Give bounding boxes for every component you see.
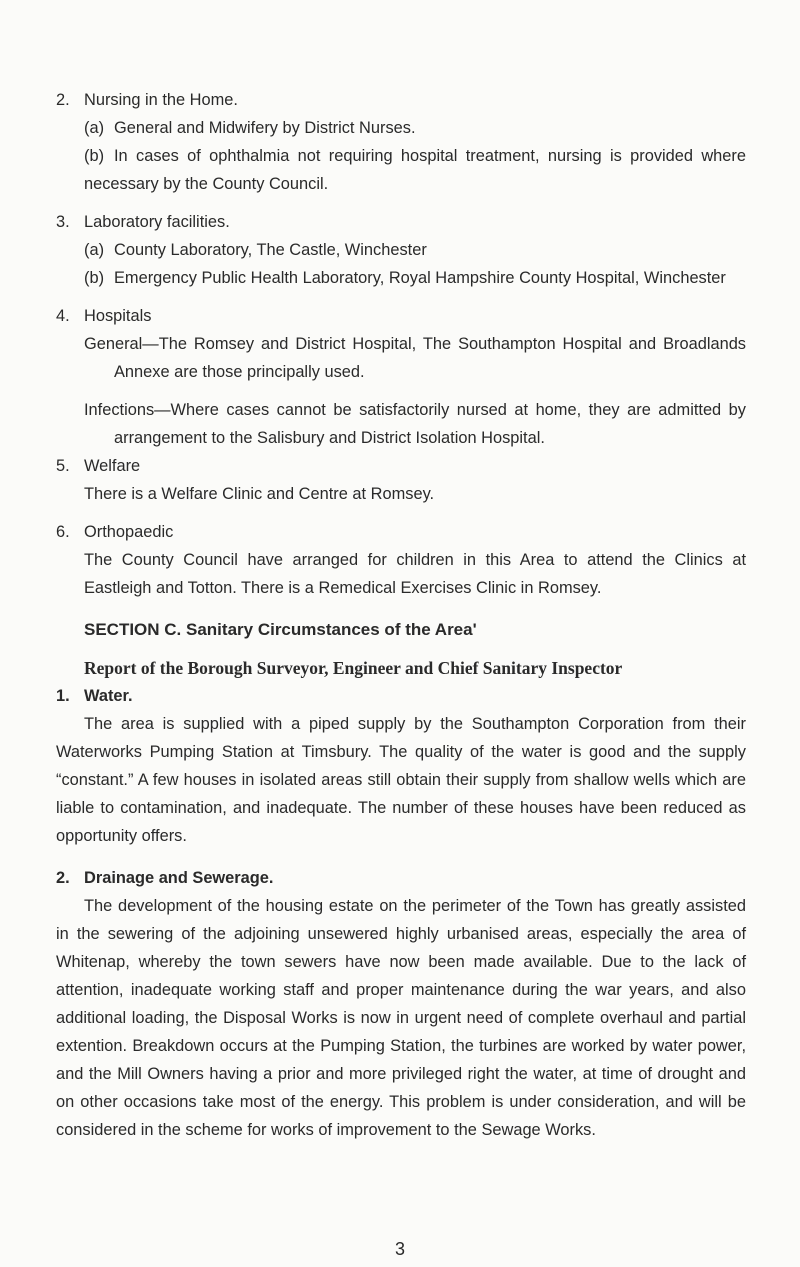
nursing-b-label: (b) [84, 147, 105, 165]
nursing-a-text: General and Midwifery by District Nurses. [114, 119, 416, 137]
welfare-number: 5. [56, 457, 70, 475]
welfare-title: Welfare [84, 457, 141, 475]
hospitals-infections: Infections—Where cases cannot be satisfactorily nursed at home, they are admitted by arrangement to the Salisbury and District Isolation Hospital. [84, 401, 746, 447]
laboratory-item-b [56, 264, 746, 292]
laboratory-a-label: (a) [84, 241, 105, 259]
nursing-title: Nursing in the Home. [84, 91, 238, 109]
laboratory-a-text: County Laboratory, The Castle, Winchester [114, 241, 427, 259]
orthopaedic-number: 6. [56, 523, 70, 541]
nursing-number: 2. [56, 91, 70, 109]
section-c-heading: SECTION C. Sanitary Circumstances of the Area' [84, 620, 477, 639]
laboratory-b-label: (b) [84, 269, 105, 287]
laboratory-title: Laboratory facilities. [84, 213, 230, 231]
drainage-title: Drainage and Sewerage. [84, 869, 274, 887]
water-number: 1. [56, 687, 70, 705]
orthopaedic-title: Orthopaedic [84, 523, 174, 541]
orthopaedic-text: The County Council have arranged for children in this Area to attend the Clinics at Eastleigh and Totton. There is a Remedical Exercises Clinic in Romsey. [84, 551, 746, 597]
laboratory-item-a [56, 236, 746, 264]
water-heading [56, 682, 746, 710]
drainage-text [56, 892, 746, 1144]
nursing-a-label: (a) [84, 119, 105, 137]
hospitals-number: 4. [56, 307, 70, 325]
nursing-item-b [56, 142, 746, 198]
nursing-b-text: In cases of ophthalmia not requiring hospital treatment, nursing is provided where necessary by the County Council. [84, 147, 746, 193]
water-body: The area is supplied with a piped supply by the Southampton Corporation from their Waterworks Pumping Station at Timsbury. The quality of the water is good and the supply “constant.” A few houses in isolated areas still obtain their supply from shallow wells which are liable to contamination, and inadequate. The number of these houses have been reduced as opportunity offers. [56, 715, 746, 845]
hospitals-title: Hospitals [84, 307, 152, 325]
nursing-item-a [56, 114, 746, 142]
laboratory-heading [56, 208, 746, 236]
hospitals-general: General—The Romsey and District Hospital, The Southampton Hospital and Broadlands Annexe are those principally used. [84, 335, 746, 381]
orthopaedic-heading [56, 518, 746, 546]
welfare-text: There is a Welfare Clinic and Centre at Romsey. [84, 485, 435, 503]
laboratory-number: 3. [56, 213, 70, 231]
drainage-heading [56, 864, 746, 892]
nursing-heading [56, 86, 746, 114]
welfare-heading [56, 452, 746, 480]
page-number: 3 [394, 1239, 405, 1259]
report-heading: Report of the Borough Surveyor, Engineer and Chief Sanitary Inspector [84, 658, 623, 678]
water-text [56, 710, 746, 850]
hospitals-heading [56, 302, 746, 330]
drainage-number: 2. [56, 869, 70, 887]
laboratory-b-text: Emergency Public Health Laboratory, Royal Hampshire County Hospital, Winchester [114, 269, 726, 287]
drainage-body: The development of the housing estate on the perimeter of the Town has greatly assisted in the sewering of the adjoining unsewered highly urbanised areas, especially the area of Whitenap, whereby the town sewers have now been made available. Due to the lack of attention, inadequate working staff and proper maintenance during the war years, and also additional loading, the Disposal Works is now in urgent need of complete overhaul and partial extention. Breakdown occurs at the Pumping Station, the turbines are worked by water power, and the Mill Owners having a prior and more privileged right the water, at time of drought and on other occasions take most of the energy. This problem is under consideration, and will be considered in the scheme for works of improvement to the Sewage Works. [56, 897, 746, 1139]
document-page [56, 86, 746, 1144]
water-title: Water. [84, 687, 133, 705]
